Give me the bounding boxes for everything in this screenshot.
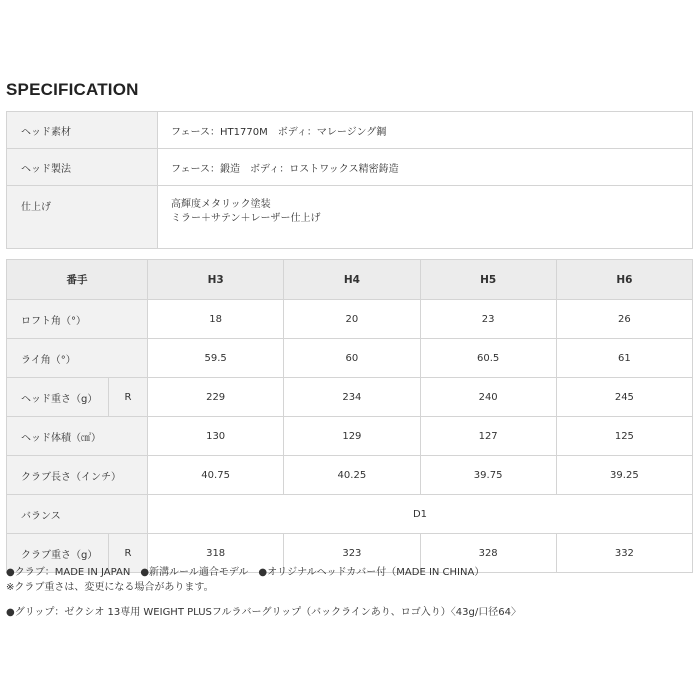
row-label: クラブ長さ（インチ） [7,456,148,495]
table-cell: 20 [284,300,420,339]
table-cell: 125 [556,417,692,456]
spec-label: 仕上げ [7,186,158,249]
note-line: ●グリップ：ゼクシオ 13専用 WEIGHT PLUSフルラバーグリップ（バックラインあり、ロゴ入り）〈43g/口径64〉 [6,607,521,618]
spec-value [158,186,693,249]
table-cell: 60.5 [420,339,556,378]
notes [6,565,521,620]
row-label: バランス [7,495,148,534]
flex-cell: R [109,378,148,417]
table-cell: 40.75 [148,456,284,495]
row-label: ロフト角（°） [7,300,148,339]
spec-row [7,149,693,186]
table-row [7,339,693,378]
column-header: H5 [420,260,556,300]
table-cell: 59.5 [148,339,284,378]
page-title: SPECIFICATION [6,80,139,99]
table-cell: 130 [148,417,284,456]
spec-value-line: ミラー＋サテン＋レーザー仕上げ [171,213,321,224]
table-cell: 26 [556,300,692,339]
column-header: H4 [284,260,420,300]
spec-label: ヘッド製法 [7,149,158,186]
table-cell: 129 [284,417,420,456]
column-header: H3 [148,260,284,300]
table-cell: 60 [284,339,420,378]
spec-value: フェース：鍛造 ボディ：ロストワックス精密鋳造 [158,149,693,186]
note-item: ●オリジナルヘッドカバー付（MADE IN CHINA） [258,567,485,578]
table-row [7,417,693,456]
spec-row [7,112,693,149]
note-item: ●新溝ルール適合モデル [140,567,249,578]
row-label: ライ角（°） [7,339,148,378]
table-cell: 23 [420,300,556,339]
table-row [7,300,693,339]
table-cell: 229 [148,378,284,417]
spec-value-line: 高輝度メタリック塗装 [171,199,271,210]
size-table [6,259,693,573]
row-label: クラブ重さ（g） [7,534,109,573]
table-cell: 245 [556,378,692,417]
table-cell: 40.25 [284,456,420,495]
table-cell: 127 [420,417,556,456]
table-cell: 332 [556,534,692,573]
table-cell: 39.75 [420,456,556,495]
column-header: H6 [556,260,692,300]
table-cell: 318 [148,534,284,573]
spec-table [6,111,693,249]
flex-cell: R [109,534,148,573]
spec-label: ヘッド素材 [7,112,158,149]
row-label: ヘッド重さ（g） [7,378,109,417]
spec-row [7,186,693,249]
note-item: ●クラブ：MADE IN JAPAN [6,567,131,578]
table-header-row [7,260,693,300]
spec-value: フェース：HT1770M ボディ：マレージング鋼 [158,112,693,149]
table-cell: 240 [420,378,556,417]
table-cell: 328 [420,534,556,573]
header-label: 番手 [7,260,148,300]
table-cell: 323 [284,534,420,573]
row-label: ヘッド体積（㎤） [7,417,148,456]
table-row [7,378,693,417]
table-cell: 18 [148,300,284,339]
note-line [6,565,521,580]
note-line: ※クラブ重さは、変更になる場合があります。 [6,582,214,593]
table-cell-merged: D1 [148,495,693,534]
table-cell: 234 [284,378,420,417]
table-row [7,456,693,495]
table-row [7,495,693,534]
table-cell: 39.25 [556,456,692,495]
table-cell: 61 [556,339,692,378]
